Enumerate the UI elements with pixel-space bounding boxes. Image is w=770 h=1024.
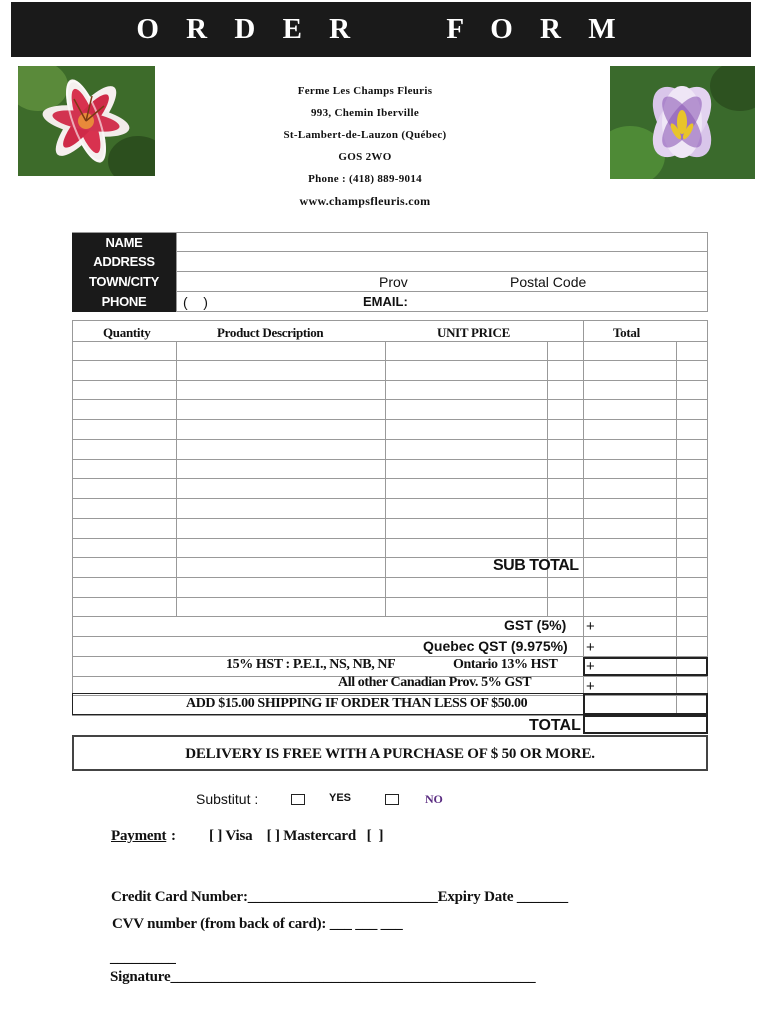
grid-row-line — [73, 478, 707, 479]
subtotal-label: SUB TOTAL — [493, 557, 579, 574]
cvv-line[interactable]: ___ ___ ___ — [329, 916, 403, 932]
grid-row-line — [73, 419, 707, 420]
email-label: EMAIL: — [363, 294, 408, 309]
total-label: TOTAL — [529, 717, 581, 734]
business-city: St-Lambert-de-Lauzon (Québec) — [283, 129, 447, 141]
quantity-header: Quantity — [103, 325, 151, 340]
substitute-yes-checkbox[interactable] — [291, 794, 305, 805]
grid-row-line — [73, 459, 707, 460]
grid-row-line — [73, 341, 707, 342]
phone-row — [72, 292, 708, 312]
signature-row — [110, 969, 535, 986]
grid-column-line — [583, 321, 584, 597]
qst-label: Quebec QST (9.975%) — [423, 638, 568, 654]
grid-row-line — [73, 439, 707, 440]
card-number-line[interactable]: __________________________ — [247, 889, 438, 905]
grid-row-line — [73, 636, 707, 637]
grid-row-line — [73, 518, 707, 519]
grid-column-line — [385, 341, 386, 617]
expiry-label: Expiry Date — [437, 889, 514, 905]
card-number-label: Credit Card Number: — [111, 889, 248, 905]
gst-plus: + — [586, 618, 595, 635]
shipping-box[interactable] — [583, 693, 708, 715]
name-row — [72, 232, 708, 252]
signature-line[interactable]: __________________________________________________ — [170, 969, 536, 985]
grid-row-line — [73, 399, 707, 400]
expiry-line[interactable]: _______ — [516, 889, 568, 905]
payment-label: Payment — [111, 828, 167, 844]
town-field[interactable] — [176, 272, 708, 292]
grid-column-line — [547, 341, 548, 617]
title-bar — [11, 2, 751, 57]
total-header: Total — [613, 325, 640, 340]
business-phone: Phone : (418) 889-9014 — [308, 173, 422, 185]
hst-box[interactable] — [583, 657, 708, 676]
form-title: O R D E R F O R M — [136, 13, 626, 45]
name-label: NAME — [72, 233, 176, 253]
lily-photo — [18, 66, 155, 176]
business-address — [210, 84, 520, 216]
unit-price-header: UNIT PRICE — [437, 325, 510, 340]
payment-colon: : — [171, 828, 176, 844]
postal-code-label: Postal Code — [510, 274, 587, 290]
description-header: Product Description — [217, 325, 324, 340]
business-street: 993, Chemin Iberville — [310, 107, 420, 119]
substitute-no-label: NO — [425, 792, 443, 806]
grid-row-line — [73, 360, 707, 361]
grid-row-line — [73, 498, 707, 499]
hst-plus: + — [586, 658, 595, 675]
address-row — [72, 252, 708, 272]
other-prov-label: All other Canadian Prov. 5% GST — [338, 675, 532, 690]
prov-label: Prov — [379, 274, 408, 290]
substitute-no-checkbox[interactable] — [385, 794, 399, 805]
cvv-row — [112, 916, 403, 933]
grid-row-line — [73, 616, 707, 617]
address-field[interactable] — [176, 252, 708, 272]
business-postal: GOS 2WO — [338, 151, 392, 163]
customer-info — [72, 232, 708, 312]
hst-label: 15% HST : P.E.I., NS, NB, NF — [226, 657, 396, 672]
signature-label: Signature — [110, 969, 171, 985]
phone-area-code: ( ) — [183, 294, 208, 310]
shipping-label: ADD $15.00 SHIPPING IF ORDER THAN LESS OF $50.00 — [186, 696, 528, 711]
grid-row-line — [73, 380, 707, 381]
business-name: Ferme Les Champs Fleuris — [297, 85, 433, 97]
grid-row-line — [73, 577, 707, 578]
town-row — [72, 272, 708, 292]
other-prov-plus: + — [586, 678, 595, 695]
grid-row-line — [73, 557, 707, 558]
payment-options[interactable]: [ ] Visa [ ] Mastercard [ ] — [209, 828, 384, 844]
iris-photo — [610, 66, 755, 179]
substitute-yes-label: YES — [329, 792, 352, 804]
signature-top-line: _________ — [110, 950, 176, 966]
total-box[interactable] — [583, 715, 708, 734]
grid-row-line — [73, 597, 707, 598]
cvv-label: CVV number (from back of card): — [112, 916, 327, 932]
phone-label: PHONE — [72, 292, 176, 312]
card-number-row — [111, 889, 568, 906]
delivery-note: DELIVERY IS FREE WITH A PURCHASE OF $ 50 OR MORE. — [72, 735, 708, 771]
qst-plus: + — [586, 639, 595, 656]
address-label: ADDRESS — [72, 252, 176, 272]
grid-column-line — [583, 597, 584, 696]
phone-field[interactable] — [176, 292, 708, 312]
grid-column-line — [176, 341, 177, 617]
substitute-label: Substitut : — [196, 791, 259, 807]
grid-row-line — [73, 538, 707, 539]
town-label: TOWN/CITY — [72, 272, 176, 292]
name-field[interactable] — [176, 233, 708, 253]
gst-label: GST (5%) — [504, 617, 567, 633]
ontario-label: Ontario 13% HST — [453, 657, 558, 672]
business-website: www.champsfleuris.com — [299, 194, 431, 208]
